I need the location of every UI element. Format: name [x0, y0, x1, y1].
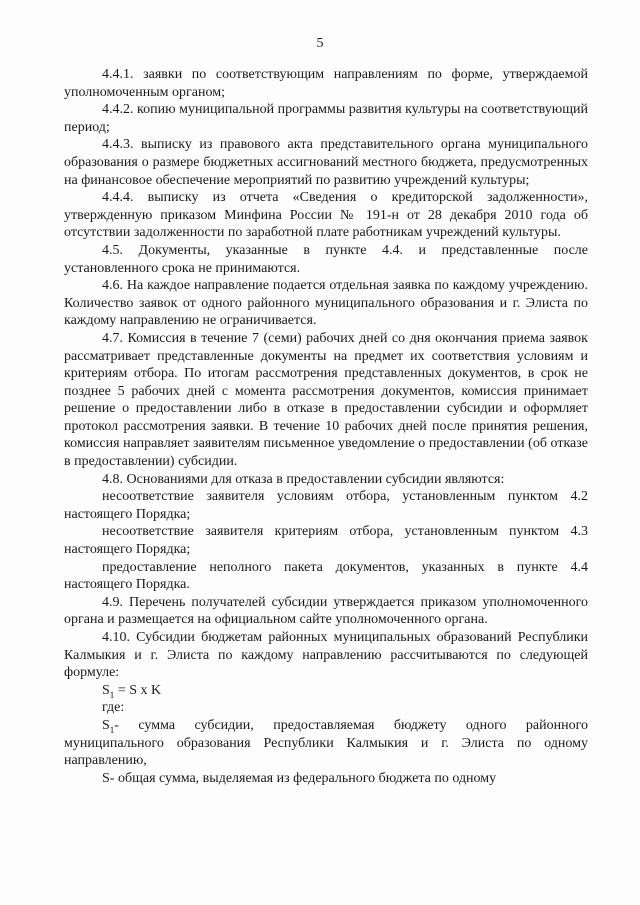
paragraph-4-4-3: 4.4.3. выписку из правового акта представительного органа муниципального образования о размере бюджетных ассигнований местного бюджета, предусмотренных на финансовое обеспечение мероприятий по развитию учреждений культуры; — [64, 137, 588, 188]
paragraph-4-9: 4.9. Перечень получателей субсидии утверждается приказом уполномоченного органа и размещается на официальном сайте уполномоченного органа. — [64, 594, 588, 628]
where-label: где: — [102, 700, 125, 716]
definition-s1 — [64, 717, 588, 770]
formula — [64, 682, 588, 700]
refusal-reason-3: предоставление неполного пакета документов, указанных в пункте 4.4 настоящего Порядка. — [64, 559, 588, 593]
formula-subscript: 1 — [109, 689, 115, 700]
definition-s: S- общая сумма, выделяемая из федерального бюджета по одному — [102, 770, 497, 786]
paragraph-4-6: 4.6. На каждое направление подается отдельная заявка по каждому учреждению. Количество заявок от одного районного муниципального образования и г. Элиста по каждому направлению не ограничивается. — [64, 278, 588, 329]
paragraph-4-4-4: 4.4.4. выписку из отчета «Сведения о кредиторской задолженности», утвержденную приказом Минфина России № 191-н от 28 декабря 2010 года об отсутствии задолженности по заработной плате работникам учреждений культуры. — [64, 190, 588, 241]
paragraph-4-8: 4.8. Основаниями для отказа в предоставлении субсидии являются: — [102, 471, 505, 487]
paragraph-4-4-2: 4.4.2. копию муниципальной программы развития культуры на соответствующий период; — [64, 102, 588, 135]
document-body — [64, 66, 588, 787]
paragraph-4-5: 4.5. Документы, указанные в пункте 4.4. и представленные после установленного срока не принимаются. — [64, 242, 588, 276]
page-number: 5 — [316, 36, 324, 51]
paragraph-4-7: 4.7. Комиссия в течение 7 (семи) рабочих дней со дня окончания приема заявок рассматривает представленные документы на предмет их соответствия условиям и критериям отбора. По итогам рассмотрения представленных документов, в срок не позднее 5 рабочих дней с момента рассмотрения документов, комиссия принимает решение о предоставлении либо в отказе в предоставлении субсидии и оформляет протокол рассмотрения заявки. В течение 10 рабочих дней после принятия решения, комиссия направляет заявителям письменное уведомление о предоставлении (об отказе в предоставлении) субсидии. — [64, 330, 588, 470]
formula-symbol: S — [102, 682, 110, 698]
definition-s1-symbol: S — [102, 717, 110, 733]
definition-s1-subscript: 1 — [109, 724, 115, 735]
formula-expression: = S x K — [114, 682, 162, 698]
definition-s1-text: - сумма субсидии, предоставляемая бюджету одного районного муниципального образования Республики Калмыкия и г. Элиста по одному направлению, — [64, 717, 588, 769]
refusal-reason-2: несоответствие заявителя критериям отбора, установленным пунктом 4.3 настоящего Порядка; — [64, 524, 588, 558]
refusal-reason-1: несоответствие заявителя условиям отбора, установленным пунктом 4.2 настоящего Порядка; — [64, 489, 588, 522]
paragraph-4-10: 4.10. Субсидии бюджетам районных муниципальных образований Республики Калмыкия и г. Элиста по каждому направлению рассчитываются по следующей формуле: — [64, 630, 588, 681]
paragraph-4-4-1: 4.4.1. заявки по соответствующим направлениям по форме, утверждаемой уполномоченным органом; — [64, 67, 588, 100]
